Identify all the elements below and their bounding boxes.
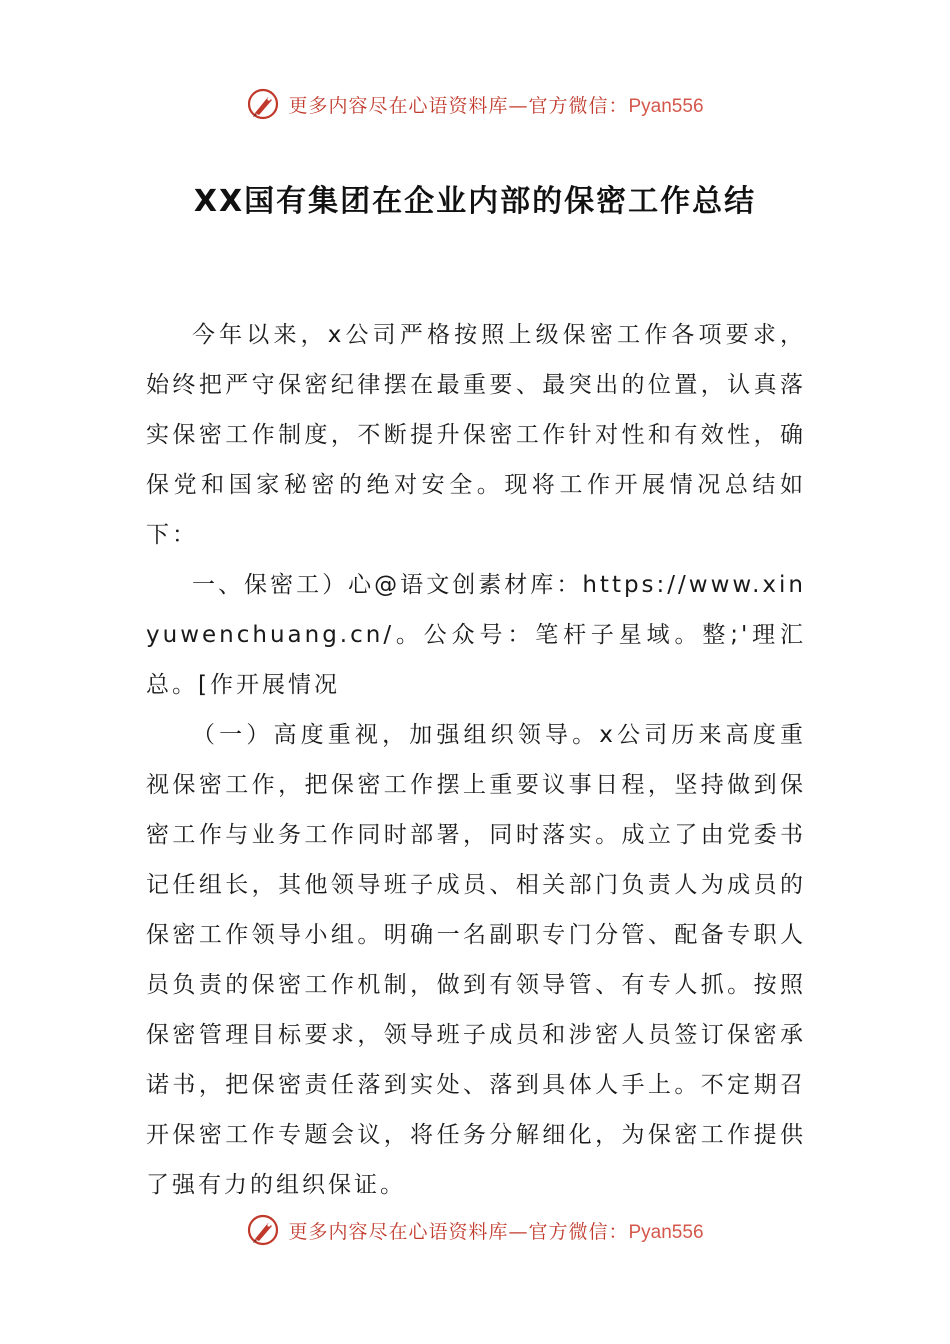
pen-nib-logo-icon	[246, 87, 280, 121]
document-title: XX国有集团在企业内部的保密工作总结	[193, 184, 757, 219]
pen-nib-logo-icon	[246, 1213, 280, 1247]
paragraph-section-heading: 一、保密工）心@语文创素材库：https://www.xinyuwenchuang.cn/。公众号：笔杆子星域。整;'理汇总。[作开展情况	[146, 572, 806, 698]
wechat-id: Pyan556	[628, 95, 704, 117]
document-body	[146, 310, 806, 1210]
paragraph-subsection-1: （一）高度重视，加强组织领导。x公司历来高度重视保密工作，把保密工作摆上重要议事日程，坚持做到保密工作与业务工作同时部署，同时落实。成立了由党委书记任组长，其他领导班子成员、相关部门负责人为成员的保密工作领导小组。明确一名副职专门分管、配备专职人员负责的保密工作机制，做到有领导管、有专人抓。按照保密管理目标要求，领导班子成员和涉密人员签订保密承诺书，把保密责任落到实处、落到具体人手上。不定期召开保密工作专题会议，将任务分解细化，为保密工作提供了强有力的组织保证。	[146, 722, 806, 1198]
banner-text: 更多内容尽在心语资料库—官方微信：Pyan556	[288, 1220, 704, 1243]
header-banner	[0, 84, 950, 124]
footer-banner	[0, 1210, 950, 1250]
wechat-id: Pyan556	[628, 1221, 704, 1243]
banner-text: 更多内容尽在心语资料库—官方微信：Pyan556	[288, 94, 704, 117]
paragraph-intro: 今年以来，x公司严格按照上级保密工作各项要求，始终把严守保密纪律摆在最重要、最突出的位置，认真落实保密工作制度，不断提升保密工作针对性和有效性，确保党和国家秘密的绝对安全。现将工作开展情况总结如下：	[146, 322, 806, 548]
